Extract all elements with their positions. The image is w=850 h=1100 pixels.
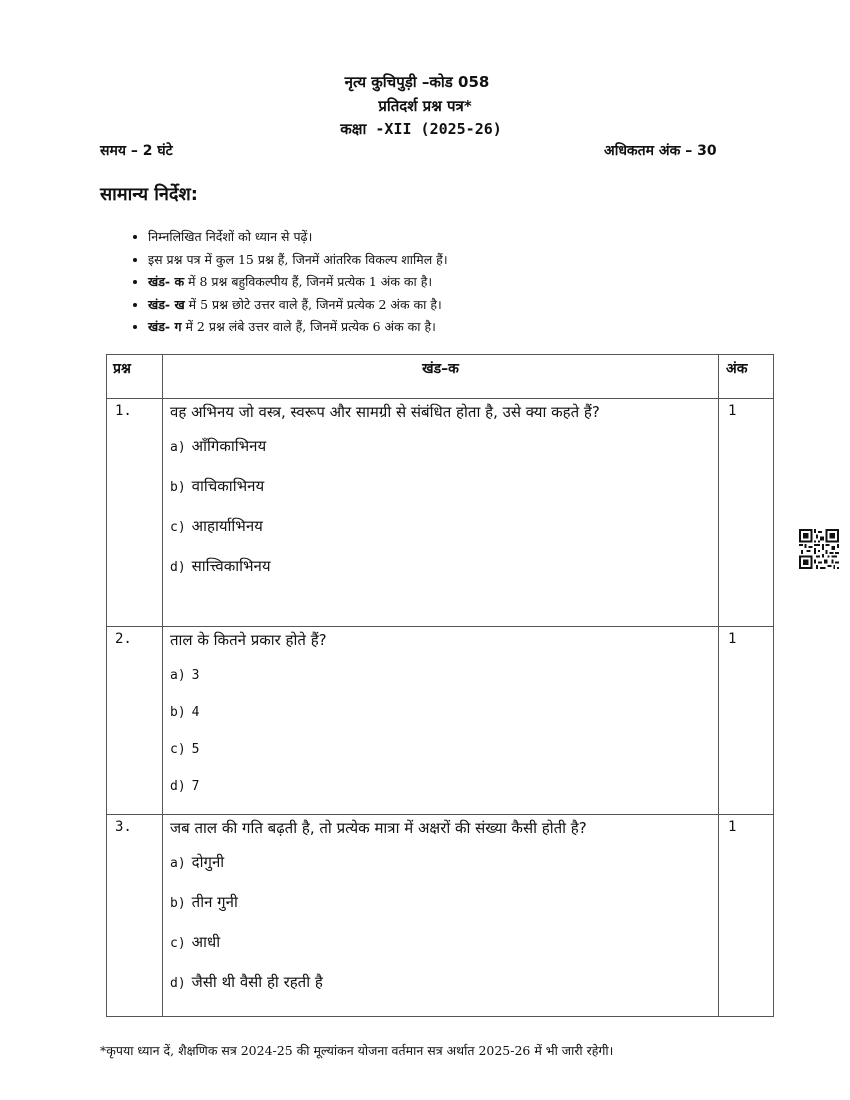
option: b) वाचिकाभिनय — [170, 477, 265, 495]
option: a) आँगिकाभिनय — [170, 437, 267, 455]
question-table — [106, 354, 774, 1017]
header-question-no: प्रश्न — [107, 355, 163, 399]
qr-code-icon — [799, 529, 839, 569]
question-marks: 1 — [719, 627, 774, 815]
instruction-item: • खंड- क में 8 प्रश्न बहुविकल्पीय हैं, जिनमें प्रत्येक 1 अंक का है। — [148, 271, 448, 294]
option: d) सात्त्विकाभिनय — [170, 557, 271, 575]
option: a) दोगुनी — [170, 853, 225, 871]
table-row — [107, 399, 774, 627]
question-number: 2. — [107, 627, 163, 815]
question-body — [163, 399, 719, 627]
instruction-item: • निम्नलिखित निर्देशों को ध्यान से पढ़ें। — [148, 226, 448, 249]
class-title: कक्षा -XII (2025-26) — [340, 120, 502, 138]
question-number: 3. — [107, 815, 163, 1017]
paper-title: प्रतिदर्श प्रश्न पत्र* — [378, 97, 472, 115]
option: d) जैसी थी वैसी ही रहती है — [170, 973, 323, 991]
question-marks: 1 — [719, 815, 774, 1017]
option: c) 5 — [170, 742, 200, 757]
question-text: ताल के कितने प्रकार होते हैं? — [170, 631, 327, 649]
max-marks: अधिकतम अंक – 30 — [604, 143, 717, 159]
time-allowed: समय – 2 घंटे — [100, 143, 173, 159]
question-marks: 1 — [719, 399, 774, 627]
instruction-item: • इस प्रश्न पत्र में कुल 15 प्रश्न हैं, जिनमें आंतरिक विकल्प शामिल हैं। — [148, 249, 448, 272]
instruction-item: • खंड- ख में 5 प्रश्न छोटे उत्तर वाले हैं, जिनमें प्रत्येक 2 अंक का है। — [148, 294, 448, 317]
question-body — [163, 627, 719, 815]
general-instructions-title: सामान्य निर्देश: — [100, 184, 198, 205]
option: a) 3 — [170, 668, 200, 683]
header-section: खंड–क — [163, 355, 719, 399]
instructions-list — [126, 226, 448, 339]
option: b) 4 — [170, 705, 200, 720]
option: d) 7 — [170, 779, 200, 794]
option: b) तीन गुनी — [170, 893, 238, 911]
question-text: वह अभिनय जो वस्त्र, स्वरूप और सामग्री से संबंधित होता है, उसे क्या कहते हैं? — [170, 403, 600, 421]
subject-title: नृत्य कुचिपुड़ी –कोड 058 — [344, 73, 490, 91]
footnote: *कृपया ध्यान दें, शैक्षणिक सत्र 2024-25 की मूल्यांकन योजना वर्तमान सत्र अर्थात 2025-26 में भी जारी रहेगी। — [100, 1043, 614, 1058]
option: c) आधी — [170, 933, 221, 951]
table-header-row — [107, 355, 774, 399]
instruction-item: • खंड- ग में 2 प्रश्न लंबे उत्तर वाले हैं, जिनमें प्रत्येक 6 अंक का है। — [148, 316, 448, 339]
option: c) आहार्याभिनय — [170, 517, 263, 535]
question-text: जब ताल की गति बढ़ती है, तो प्रत्येक मात्रा में अक्षरों की संख्या कैसी होती है? — [170, 819, 587, 837]
question-number: 1. — [107, 399, 163, 627]
table-row — [107, 815, 774, 1017]
table-row — [107, 627, 774, 815]
question-body — [163, 815, 719, 1017]
header-marks: अंक — [719, 355, 774, 399]
